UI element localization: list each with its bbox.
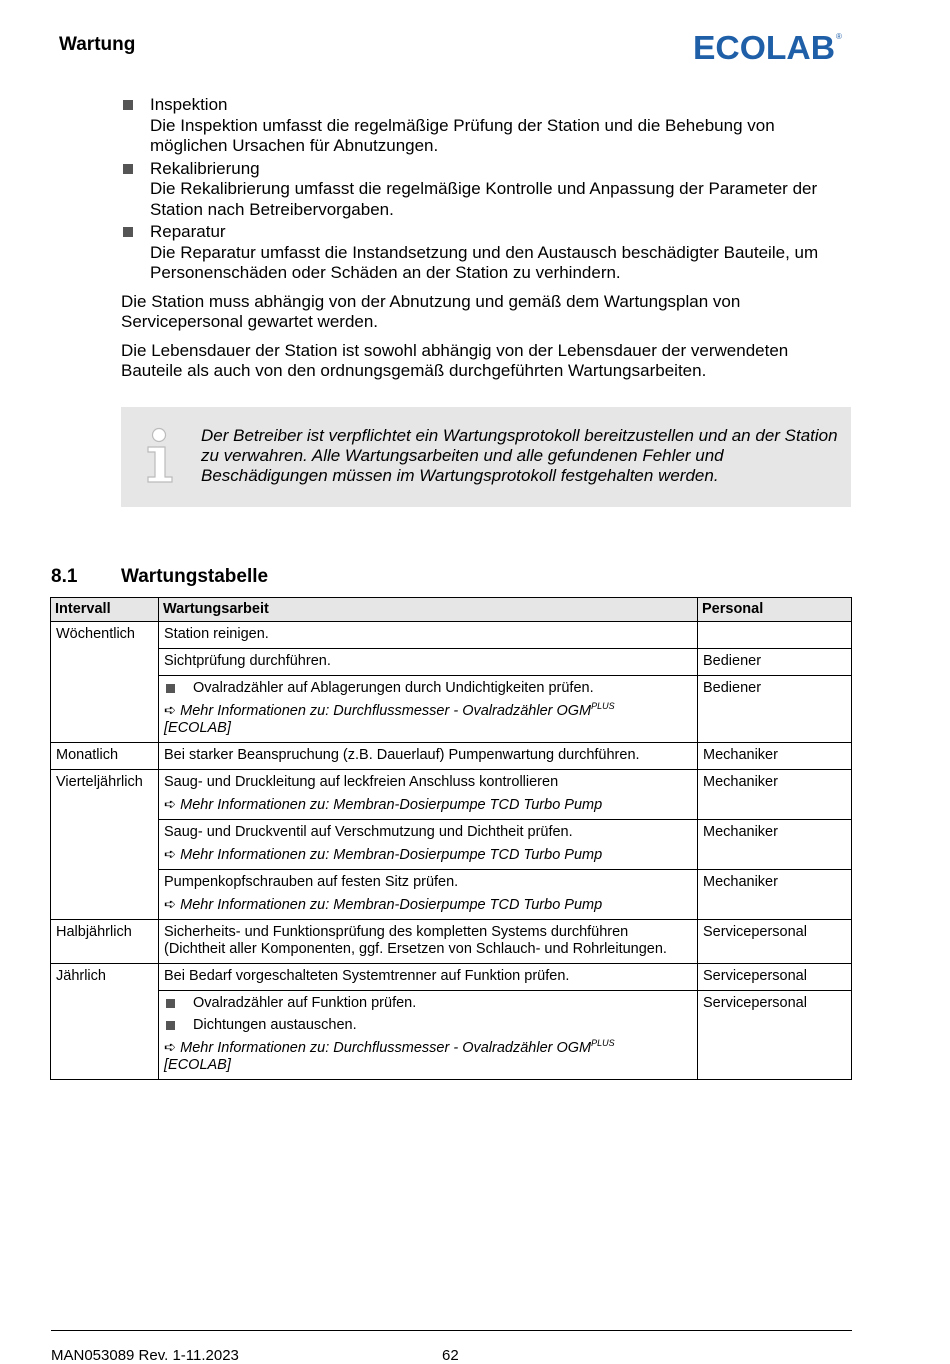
task-bullet: Dichtungen austauschen. (193, 1017, 357, 1033)
task-bullet: Ovalradzähler auf Funktion prüfen. (193, 995, 417, 1011)
bullet-item (121, 95, 851, 157)
task-bullet: Ovalradzähler auf Ablagerungen durch Undichtigkeiten prüfen. (193, 680, 594, 696)
cross-reference (164, 1040, 693, 1074)
reference-arrow-icon: ➪ (164, 703, 177, 719)
reference-arrow-icon: ➪ (164, 847, 177, 863)
task-cell (159, 770, 698, 820)
maintenance-table (50, 597, 852, 1080)
reference-prefix: Mehr Informationen zu: (180, 1040, 330, 1056)
task-text: Saug- und Druckventil auf Verschmutzung und Dichtheit prüfen. (164, 824, 573, 840)
task-cell (159, 870, 698, 920)
footer-divider (51, 1330, 852, 1331)
intro-content (121, 95, 851, 382)
task-cell (159, 676, 698, 743)
bullet-description: Die Rekalibrierung umfasst die regelmäßige Kontrolle und Anpassung der Parameter der Station nach Betreibervorgaben. (150, 179, 818, 219)
interval-cell: Monatlich (51, 743, 159, 770)
cross-reference (164, 847, 693, 864)
personnel-cell (698, 622, 852, 649)
reference-source: [ECOLAB] (164, 720, 231, 736)
table-row (51, 964, 852, 991)
column-header: Wartungsarbeit (159, 598, 698, 622)
bullet-term: Inspektion (150, 95, 228, 114)
info-note (121, 407, 851, 507)
task-cell: Bei starker Beanspruchung (z.B. Dauerlauf) Pumpenwartung durchführen. (159, 743, 698, 770)
task-cell (159, 991, 698, 1080)
bullet-square-icon (123, 227, 133, 237)
reference-arrow-icon: ➪ (164, 1040, 177, 1056)
table-row (51, 920, 852, 964)
bullet-square-icon (166, 1021, 175, 1030)
column-header: Personal (698, 598, 852, 622)
task-text: Saug- und Druckleitung auf leckfreien Anschluss kontrollieren (164, 774, 559, 790)
cross-reference (164, 797, 693, 814)
table-row (51, 649, 852, 676)
interval-cell: Jährlich (51, 964, 159, 1080)
table-row (51, 622, 852, 649)
reference-target: Membran-Dosierpumpe TCD Turbo Pump (333, 847, 603, 863)
reference-target: Membran-Dosierpumpe TCD Turbo Pump (333, 797, 603, 813)
reference-target: Durchflussmesser - Ovalradzähler OGM (333, 1040, 592, 1056)
task-cell: Station reinigen. (159, 622, 698, 649)
personnel-cell: Servicepersonal (698, 964, 852, 991)
table-header-row (51, 598, 852, 622)
bullet-term: Reparatur (150, 222, 226, 241)
info-icon (145, 427, 177, 483)
section-number: 8.1 (51, 566, 78, 587)
bullet-description: Die Reparatur umfasst die Instandsetzung und den Austausch beschädigter Bauteile, um Personenschäden oder Schäden an der Station zu verhindern. (150, 242, 819, 282)
reference-superscript: PLUS (591, 1038, 615, 1048)
paragraph: Die Station muss abhängig von der Abnutzung und gemäß dem Wartungsplan von Servicepersonal gewartet werden. (121, 291, 741, 331)
reference-prefix: Mehr Informationen zu: (180, 897, 330, 913)
bullet-square-icon (166, 999, 175, 1008)
personnel-cell: Mechaniker (698, 743, 852, 770)
bullet-square-icon (123, 100, 133, 110)
table-row (51, 870, 852, 920)
task-cell: Sichtprüfung durchführen. (159, 649, 698, 676)
reference-prefix: Mehr Informationen zu: (180, 797, 330, 813)
section-heading (51, 566, 268, 588)
personnel-cell: Bediener (698, 676, 852, 743)
personnel-cell: Bediener (698, 649, 852, 676)
reference-target: Membran-Dosierpumpe TCD Turbo Pump (333, 897, 603, 913)
reference-arrow-icon: ➪ (164, 897, 177, 913)
reference-arrow-icon: ➪ (164, 797, 177, 813)
page-header-title: Wartung (59, 34, 136, 55)
bullet-description: Die Inspektion umfasst die regelmäßige Prüfung der Station und die Behebung von möglichen Ursachen für Abnutzungen. (150, 115, 775, 155)
reference-prefix: Mehr Informationen zu: (180, 847, 330, 863)
svg-text:®: ® (836, 32, 842, 41)
task-cell: Sicherheits- und Funktionsprüfung des kompletten Systems durchführen (Dichtheit aller Komponenten, ggf. Ersetzen von Schlauch- und Rohrleitungen. (159, 920, 698, 964)
table-row (51, 743, 852, 770)
bullet-square-icon (166, 684, 175, 693)
cross-reference (164, 703, 693, 737)
personnel-cell: Servicepersonal (698, 991, 852, 1080)
task-cell (159, 820, 698, 870)
bullet-term: Rekalibrierung (150, 158, 260, 178)
section-title: Wartungstabelle (121, 566, 269, 587)
reference-superscript: PLUS (591, 701, 615, 711)
bullet-item (121, 222, 851, 284)
bullet-square-icon (123, 164, 133, 174)
bullet-item (121, 159, 851, 221)
reference-source: [ECOLAB] (164, 1057, 231, 1073)
column-header: Intervall (51, 598, 159, 622)
page-number: 62 (442, 1347, 459, 1364)
task-text: Pumpenkopfschrauben auf festen Sitz prüfen. (164, 874, 459, 890)
personnel-cell: Mechaniker (698, 870, 852, 920)
reference-target: Durchflussmesser - Ovalradzähler OGM (333, 703, 592, 719)
ecolab-logo (693, 29, 843, 63)
table-row (51, 770, 852, 820)
reference-prefix: Mehr Informationen zu: (180, 703, 330, 719)
interval-cell: Wöchentlich (51, 622, 159, 743)
table-row (51, 820, 852, 870)
task-cell: Bei Bedarf vorgeschalteten Systemtrenner auf Funktion prüfen. (159, 964, 698, 991)
svg-text:ECOLAB: ECOLAB (693, 29, 835, 63)
personnel-cell: Mechaniker (698, 770, 852, 820)
document-number: MAN053089 Rev. 1-11.2023 (51, 1347, 239, 1364)
table-row (51, 991, 852, 1080)
interval-cell: Halbjährlich (51, 920, 159, 964)
personnel-cell: Servicepersonal (698, 920, 852, 964)
personnel-cell: Mechaniker (698, 820, 852, 870)
cross-reference (164, 897, 693, 914)
table-row (51, 676, 852, 743)
paragraph: Die Lebensdauer der Station ist sowohl abhängig von der Lebensdauer der verwendeten Bauteile als auch von den ordnungsgemäß durchgeführten Wartungsarbeiten. (121, 340, 789, 380)
note-text: Der Betreiber ist verpflichtet ein Wartungsprotokoll bereitzustellen und an der Station zu verwahren. Alle Wartungsarbeiten und alle gefundenen Fehler und Beschädigungen müssen im Wartungsprotokoll festgehalten werden. (201, 426, 838, 485)
interval-cell: Vierteljährlich (51, 770, 159, 920)
